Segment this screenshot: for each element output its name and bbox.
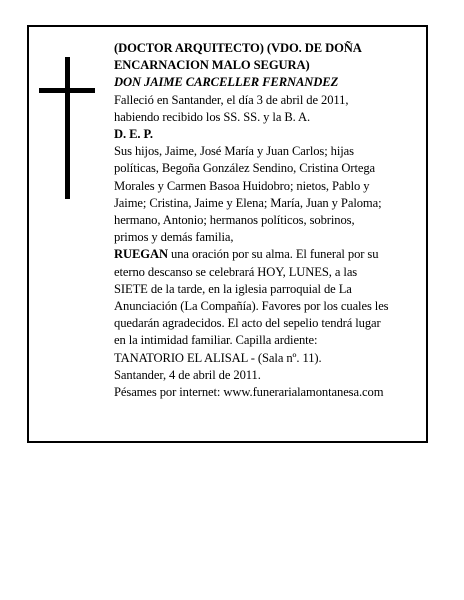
funeral-line: Anunciación (La Compañía). Favores por los cuales les <box>114 299 389 314</box>
ruegan-rest: una oración por su alma. El funeral por su <box>167 247 379 262</box>
deceased-name: DON JAIME CARCELLER FERNANDEZ <box>114 75 339 90</box>
cross-icon <box>39 57 95 199</box>
header-line-2: ENCARNACION MALO SEGURA) <box>114 58 310 73</box>
family-line: primos y demás familia, <box>114 230 234 245</box>
family-line: Jaime; Cristina, Jaime y Elena; María, Juan y Paloma; <box>114 195 382 210</box>
death-line-1: Falleció en Santander, el día 3 de abril de 2011, <box>114 92 349 107</box>
ruegan-word: RUEGAN <box>114 247 168 262</box>
obituary-notice <box>27 25 428 443</box>
place-date: Santander, 4 de abril de 2011. <box>114 367 261 382</box>
funeral-line: eterno descanso se celebrará HOY, LUNES, a las <box>114 264 358 279</box>
condolences-line: Pésames por internet: www.funerarialamontanesa.com <box>114 385 384 400</box>
family-line: Morales y Carmen Basoa Huidobro; nietos, Pablo y <box>114 178 370 193</box>
funeral-line: SIETE de la tarde, en la iglesia parroquial de La <box>114 281 352 296</box>
family-line: Sus hijos, Jaime, José María y Juan Carlos; hijas <box>114 144 354 159</box>
notice-text <box>114 40 420 401</box>
family-line: políticas, Begoña González Sendino, Cristina Ortega <box>114 161 376 176</box>
ruegan-line <box>114 246 420 263</box>
death-line-2: habiendo recibido los SS. SS. y la B. A. <box>114 109 311 124</box>
cross-horizontal-bar <box>39 88 95 93</box>
funeral-line: quedarán agradecidos. El acto del sepelio tendrá lugar <box>114 316 381 331</box>
header-line-1: (DOCTOR ARQUITECTO) (VDO. DE DOÑA <box>114 41 362 55</box>
family-line: hermano, Antonio; hermanos políticos, sobrinos, <box>114 213 355 228</box>
funeral-line: TANATORIO EL ALISAL - (Sala nº. 11). <box>114 350 322 365</box>
funeral-line: en la intimidad familiar. Capilla ardiente: <box>114 333 318 348</box>
dep-heading: D. E. P. <box>114 127 153 142</box>
cross-vertical-bar <box>65 57 70 199</box>
